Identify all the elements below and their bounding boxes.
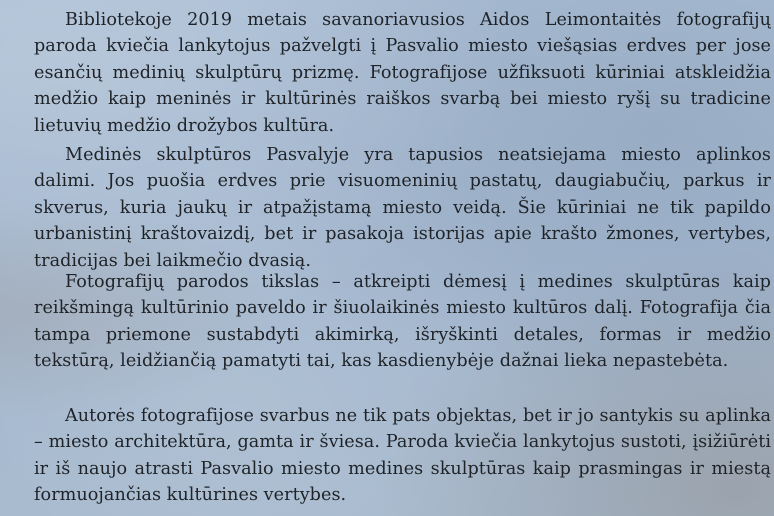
paragraph-goal: Fotografijų parodos tikslas – atkreipti dėmesį į medines skulptūras kaip reikšmingą kultūrinio paveldo ir šiuolaikinės miesto kultūros dalį. Fotografija čia tampa priemone sustabdyti akimirką, išryškinti detales, formas ir medžio tekstūrą, leidžiančią pamatyti tai, kas kasdienybėje dažnai lieka nepastebėta. (34, 272, 771, 372)
paragraph-sculptures: Medinės skulptūros Pasvalyje yra tapusios neatsiejama miesto aplinkos dalimi. Jos puošia erdves prie visuomeninių pastatų, daugiabučių, parkus ir skverus, kuria jaukų ir atpažįstamą miesto veidą. Šie kūriniai ne tik papildo urbanistinį kraštovaizdį, bet ir pasakoja istorijas apie krašto žmones, vertybes, tradicijas bei laikmečio dvasią. (34, 145, 771, 271)
paragraph-author: Autorės fotografijose svarbus ne tik pats objektas, bet ir jo santykis su aplinka – miesto architektūra, gamta ir šviesa. Paroda kviečia lankytojus sustoti, įsižiūrėti ir iš naujo atrasti Pasvalio miesto medines skulptūras kaip prasmingas ir miestą formuojančias kultūrines vertybes. (34, 406, 771, 506)
paragraph-intro: Bibliotekoje 2019 metais savanoriavusios Aidos Leimontaitės fotografijų paroda kviečia lankytojus pažvelgti į Pasvalio miesto viešąsias erdves per jose esančių medinių skulptūrų prizmę. Fotografijose užfiksuoti kūriniai atskleidžia medžio kaip meninės ir kultūrinės raiškos svarbą bei miesto ryšį su tradicine lietuvių medžio drožybos kultūra. (34, 10, 771, 136)
